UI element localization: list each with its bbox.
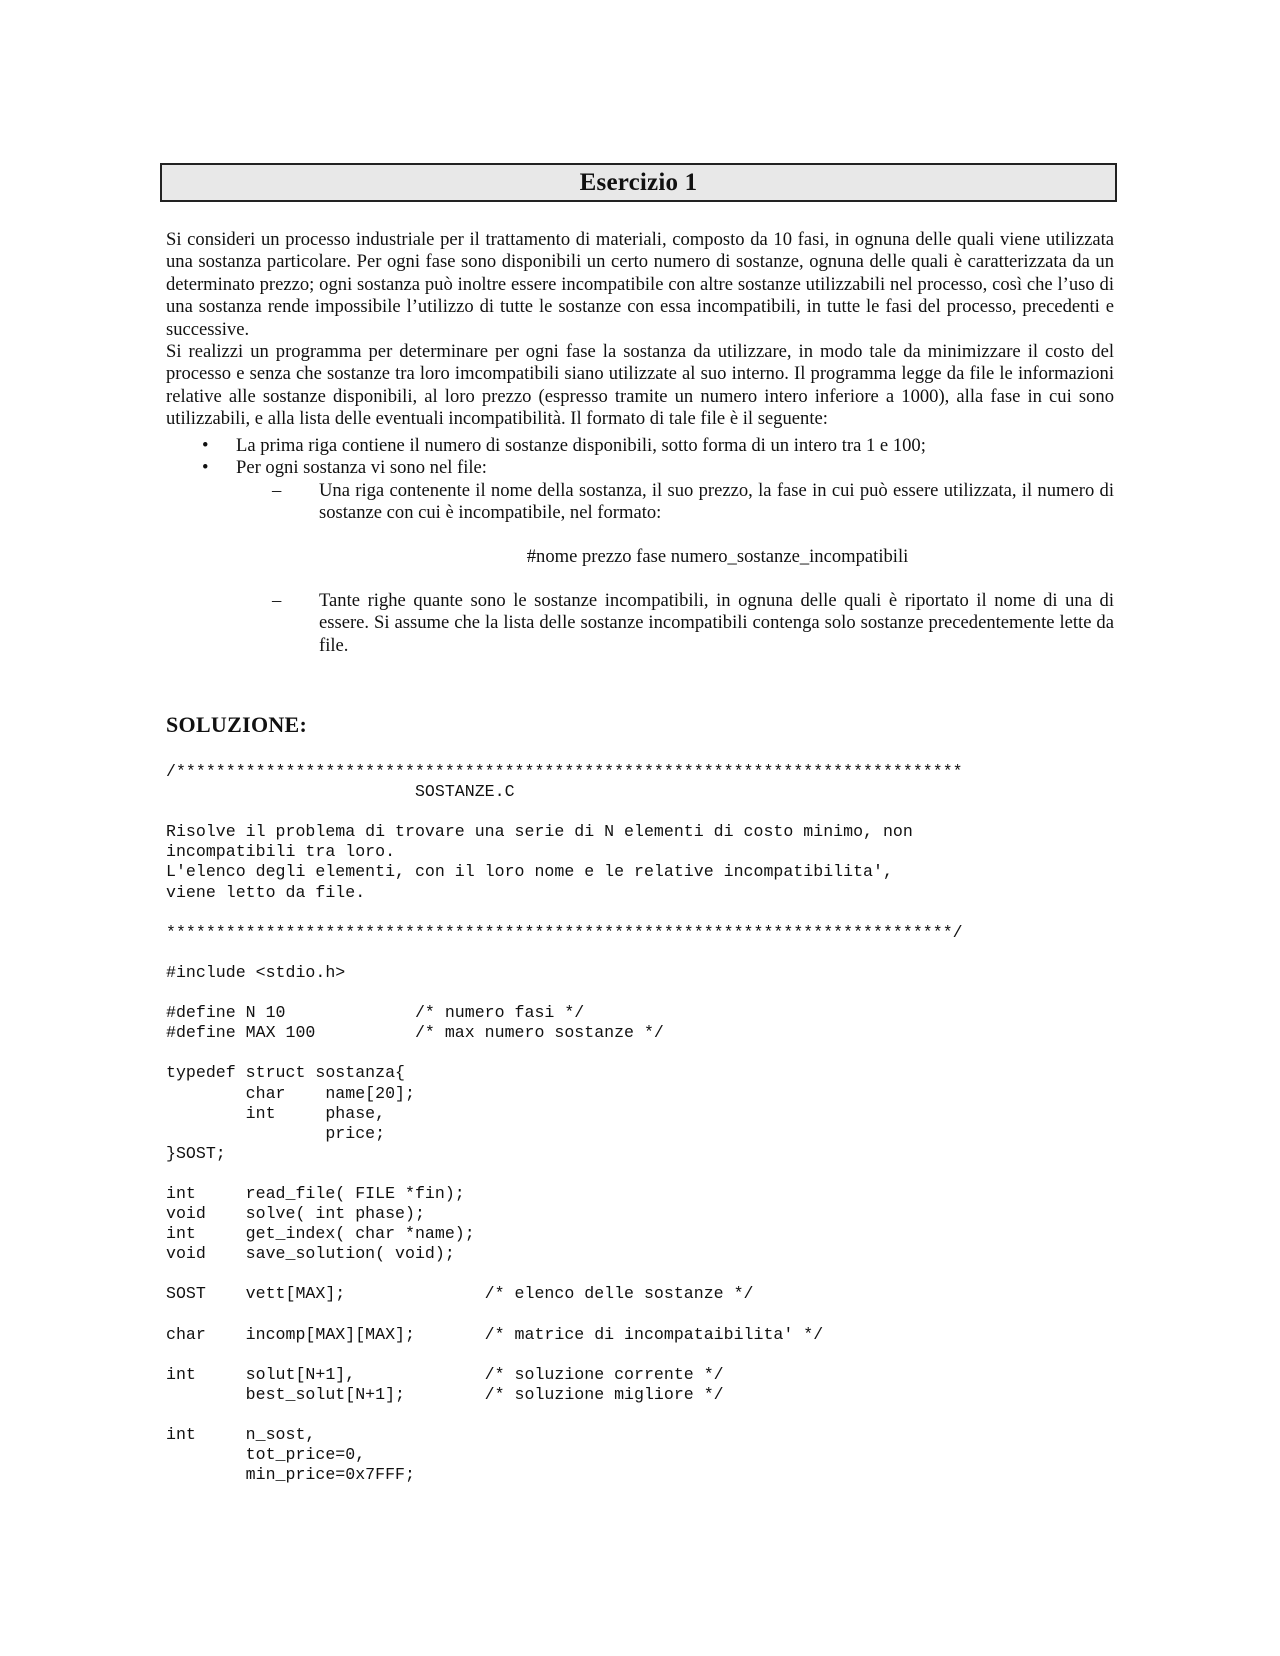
problem-description	[166, 229, 1114, 431]
sub-list-item	[166, 590, 1114, 657]
list-item-text: Per ogni sostanza vi sono nel file:	[236, 457, 487, 479]
dash-icon: –	[272, 479, 282, 501]
bullet-icon: •	[202, 457, 209, 479]
file-format-line: #nome prezzo fase numero_sostanze_incompatibili	[526, 545, 909, 567]
list-item-text: La prima riga contiene il numero di sostanze disponibili, sotto forma di un intero tra 1 e 100;	[236, 435, 926, 456]
dash-icon: –	[272, 590, 282, 612]
sub-list-item-text: Tante righe quante sono le sostanze incompatibili, in ognuna delle quali è riportato il nome di una di essere. Si assume che la lista delle sostanze incompatibili contenga solo sostanze precedentemente lette da file.	[319, 590, 1114, 656]
sub-list-item-text: Una riga contenente il nome della sostanza, il suo prezzo, la fase in cui può essere utilizzata, il numero di sostanze con cui è incompatibile, nel formato:	[319, 479, 1114, 524]
intro-paragraph-1: Si consideri un processo industriale per il trattamento di materiali, composto da 10 fasi, in ognuna delle quali viene utilizzata una sostanza particolare. Per ogni fase sono disponibili un certo numero di sostanze, ognuna delle quali è caratterizzata da un determinato prezzo; ogni sostanza può inoltre essere incompatibile con altre sostanze utilizzabili nel processo, così che l’uso di una sostanza rende impossibile l’utilizzo di tutte le sostanze con essa incompatibili, in tutte le fasi del processo, precedenti e successive.	[166, 229, 1114, 340]
file-format-list	[166, 435, 1114, 657]
list-item	[166, 457, 1114, 479]
exercise-title: Esercizio 1	[579, 168, 698, 196]
intro-paragraph-2: Si realizzi un programma per determinare per ogni fase la sostanza da utilizzare, in modo tale da minimizzare il costo del processo e senza che sostanze tra loro imcompatibili siano utilizzate al suo interno. Il programma legge da file le informazioni relative alle sostanze disponibili, al loro prezzo (espresso tramite un numero intero inferiore a 1000), alla fase in cui sono utilizzabili, e alla lista delle eventuali incompatibilità. Il formato di tale file è il seguente:	[166, 341, 1114, 430]
sub-list-item	[166, 480, 1114, 525]
exercise-title-box	[160, 163, 1117, 202]
list-item	[166, 435, 1114, 457]
code-listing: /******************************************************************************* SOSTANZE.C Risolve il problema di trovare una serie di N elementi di costo minimo, non incompatibili tra loro. L'elenco degli elementi, con il loro nome e le relative incompatibilita', viene letto da file. *******************************************************************************/ #include <stdio.h> #define N 10 /* numero fasi */ #define MAX 100 /* max numero sostanze */ typedef struct sostanza{ char name[20]; int phase, price; }SOST; int read_file( FILE *fin); void solve( int phase); int get_index( char *name); void save_solution( void); SOST vett[MAX]; /* elenco delle sostanze */ char incomp[MAX][MAX]; /* matrice di incompataibilita' */ int solut[N+1], /* soluzione corrente */ best_solut[N+1]; /* soluzione migliore */ int n_sost, tot_price=0, min_price=0x7FFF;	[166, 762, 963, 1485]
bullet-icon: •	[202, 435, 209, 456]
solution-heading: SOLUZIONE:	[166, 712, 308, 737]
